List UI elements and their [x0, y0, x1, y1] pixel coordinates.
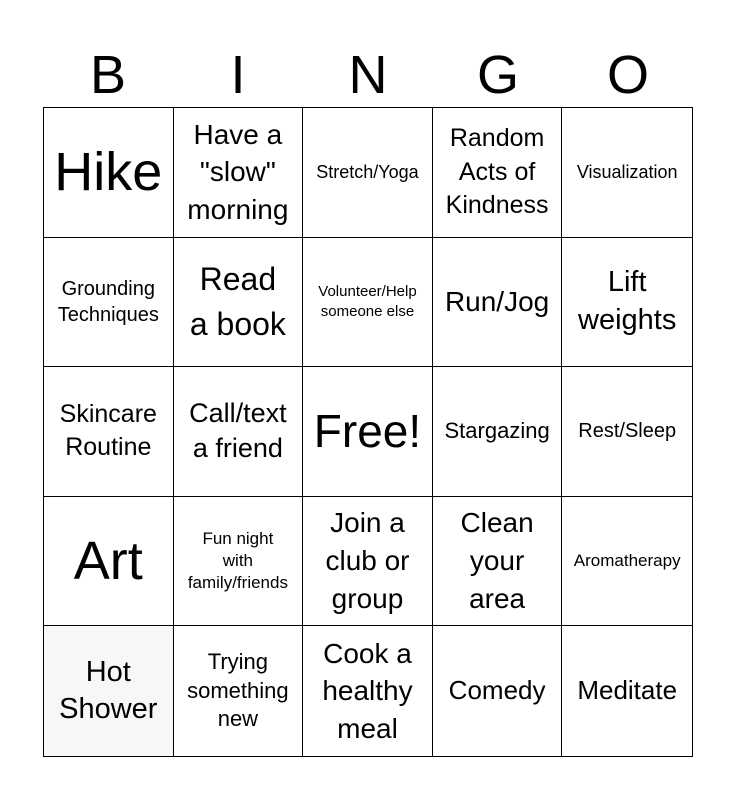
bingo-cell-r2c1[interactable]: Grounding Techniques: [44, 238, 174, 368]
bingo-cell-r2c5[interactable]: Lift weights: [562, 238, 692, 368]
bingo-cell-r2c2[interactable]: Read a book: [174, 238, 304, 368]
bingo-cell-r3c2[interactable]: Call/text a friend: [174, 367, 304, 497]
bingo-header: [43, 42, 693, 108]
header-letter-n: N: [348, 45, 388, 105]
header-letter-o: O: [606, 45, 649, 105]
bingo-cell-r1c2[interactable]: Have a "slow" morning: [174, 108, 304, 238]
bingo-board: [43, 107, 693, 757]
bingo-cell-r5c4[interactable]: Comedy: [433, 626, 563, 756]
bingo-cell-r1c4[interactable]: Random Acts of Kindness: [433, 108, 563, 238]
bingo-cell-r2c3[interactable]: Volunteer/Help someone else: [303, 238, 433, 368]
bingo-cell-r4c1[interactable]: Art: [44, 497, 174, 627]
bingo-cell-r4c2[interactable]: Fun night with family/friends: [174, 497, 304, 627]
bingo-cell-r1c5[interactable]: Visualization: [562, 108, 692, 238]
bingo-cell-r3c4[interactable]: Stargazing: [433, 367, 563, 497]
bingo-cell-r3c5[interactable]: Rest/Sleep: [562, 367, 692, 497]
bingo-cell-r5c2[interactable]: Trying something new: [174, 626, 304, 756]
bingo-cell-r2c4[interactable]: Run/Jog: [433, 238, 563, 368]
bingo-cell-r1c1[interactable]: Hike: [44, 108, 174, 238]
bingo-cell-r1c3[interactable]: Stretch/Yoga: [303, 108, 433, 238]
bingo-cell-r4c4[interactable]: Clean your area: [433, 497, 563, 627]
bingo-cell-r5c3[interactable]: Cook a healthy meal: [303, 626, 433, 756]
header-letter-g: G: [476, 45, 519, 105]
bingo-cell-r4c5[interactable]: Aromatherapy: [562, 497, 692, 627]
bingo-cell-r5c1[interactable]: Hot Shower: [44, 626, 174, 756]
header-letter-b: B: [89, 45, 127, 105]
bingo-cell-r5c5[interactable]: Meditate: [577, 675, 678, 706]
bingo-cell-r3c3[interactable]: Free!: [303, 367, 433, 497]
bingo-cell-r3c1[interactable]: Skincare Routine: [44, 367, 174, 497]
header-letter-i: I: [230, 45, 246, 105]
bingo-cell-r4c3[interactable]: Join a club or group: [303, 497, 433, 627]
